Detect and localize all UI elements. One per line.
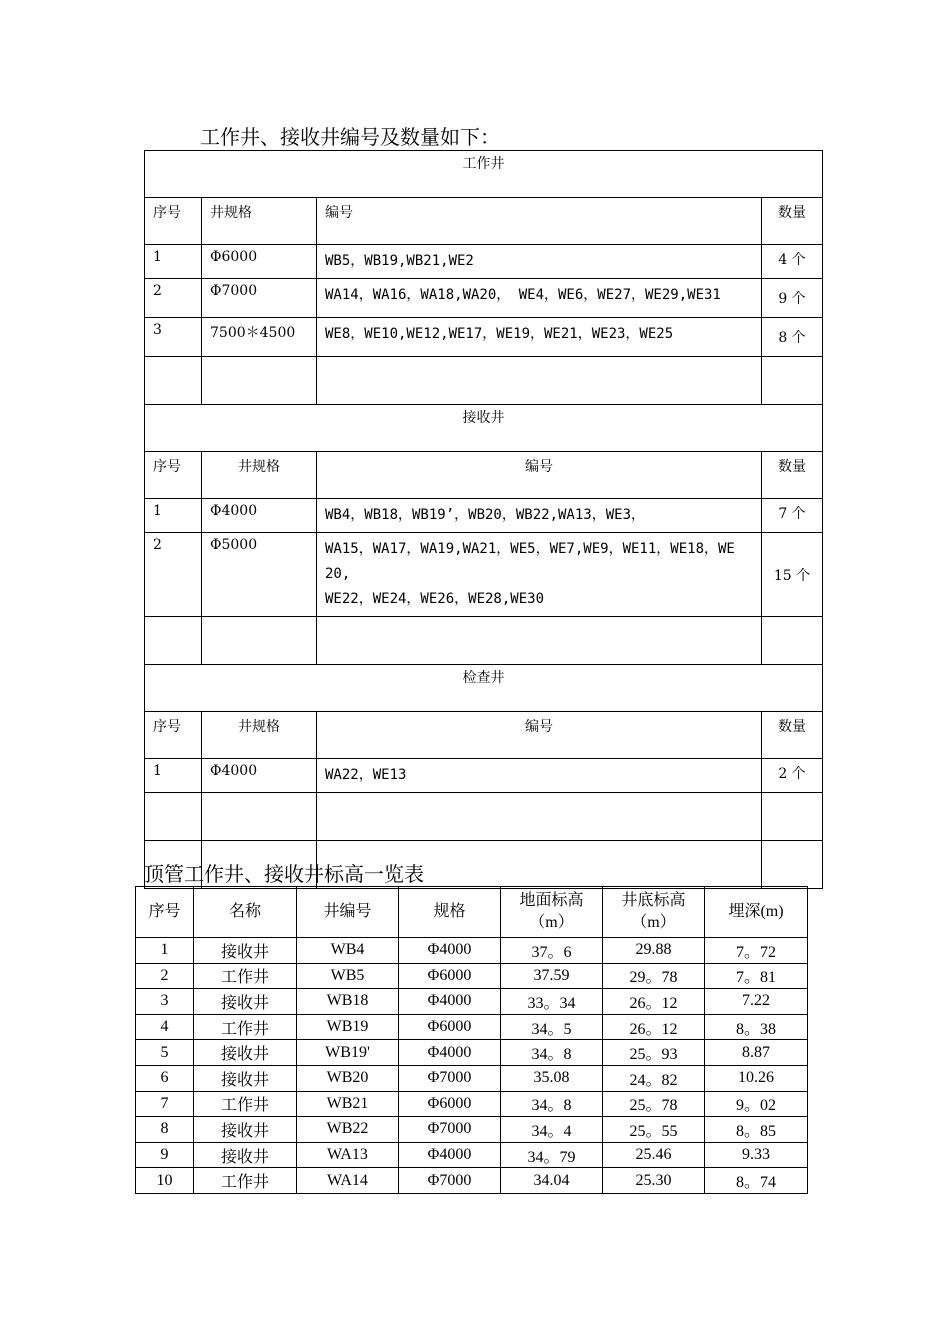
elevation-cell: 2 (136, 963, 194, 989)
elevation-cell: 34。79 (501, 1142, 603, 1168)
table-row (136, 1142, 808, 1168)
elevation-header-row (136, 887, 808, 938)
elevation-cell: 6 (136, 1065, 194, 1091)
empty-cell (762, 617, 823, 665)
header-no: 序号 (145, 198, 202, 245)
row-qty: 15 个 (762, 533, 823, 617)
table-row (136, 1065, 808, 1091)
table-row (145, 499, 823, 533)
header-qty: 数量 (762, 712, 823, 759)
header-row (145, 712, 823, 759)
elevation-cell: 8。74 (705, 1168, 808, 1194)
elevation-header-cell (194, 887, 297, 938)
empty-cell (202, 793, 317, 841)
elevation-header-cell (297, 887, 399, 938)
header-line: （m） (529, 914, 574, 931)
elevation-cell: 8。38 (705, 1014, 808, 1040)
table-row (145, 245, 823, 279)
row-spec: Φ6000 (202, 245, 317, 279)
table-row (136, 1168, 808, 1194)
header-line: 井编号 (323, 903, 372, 920)
code-line: WA15，WA17，WA19,WA21，WE5，WE7,WE9，WE11，WE18，WE (325, 541, 735, 557)
row-qty: 9 个 (762, 279, 823, 318)
elevation-cell: WB19' (297, 1040, 399, 1066)
header-row (145, 452, 823, 499)
well-count-table (144, 150, 823, 889)
elevation-cell: 35.08 (501, 1065, 603, 1091)
table-row (136, 1040, 808, 1066)
empty-cell (762, 357, 823, 405)
header-no: 序号 (145, 452, 202, 499)
row-codes (317, 318, 762, 357)
row-no: 3 (145, 318, 202, 357)
empty-cell (145, 357, 202, 405)
elevation-cell: Φ4000 (399, 938, 501, 964)
header-no: 序号 (145, 712, 202, 759)
row-codes (317, 245, 762, 279)
code-line: WE8，WE10,WE12,WE17，WE19，WE21，WE23，WE25 (325, 326, 674, 342)
elevation-cell: 25。78 (603, 1091, 705, 1117)
header-spec: 井规格 (202, 198, 317, 245)
elevation-header-cell (501, 887, 603, 938)
elevation-cell: WB20 (297, 1065, 399, 1091)
elevation-cell: 25.30 (603, 1168, 705, 1194)
row-spec: Φ5000 (202, 533, 317, 617)
header-line: 埋深(m) (728, 903, 784, 920)
elevation-cell: 9。02 (705, 1091, 808, 1117)
elevation-cell: 37。6 (501, 938, 603, 964)
elevation-cell: Φ4000 (399, 1142, 501, 1168)
header-line: 井底标高 (621, 892, 686, 909)
row-no: 1 (145, 759, 202, 793)
empty-cell (145, 617, 202, 665)
elevation-cell: 3 (136, 989, 194, 1015)
elevation-cell: Φ6000 (399, 963, 501, 989)
elevation-cell: 8.87 (705, 1040, 808, 1066)
elevation-cell: 接收井 (194, 1117, 297, 1143)
elevation-cell: 10 (136, 1168, 194, 1194)
code-line: WA14，WA16，WA18,WA20， WE4，WE6，WE27，WE29,WE31 (325, 287, 721, 303)
empty-row (145, 357, 823, 405)
table-row (145, 759, 823, 793)
elevation-cell: 工作井 (194, 963, 297, 989)
elevation-header-cell (136, 887, 194, 938)
table-row (145, 318, 823, 357)
empty-cell (145, 793, 202, 841)
elevation-cell: Φ7000 (399, 1117, 501, 1143)
elevation-cell: 7.22 (705, 989, 808, 1015)
row-qty: 8 个 (762, 318, 823, 357)
elevation-cell: 工作井 (194, 1168, 297, 1194)
section-title-row (145, 405, 823, 452)
empty-cell (762, 841, 823, 889)
table-row (136, 1091, 808, 1117)
elevation-cell: 25。55 (603, 1117, 705, 1143)
row-codes (317, 279, 762, 318)
elevation-cell: 5 (136, 1040, 194, 1066)
elevation-cell: 接收井 (194, 989, 297, 1015)
row-spec: Φ7000 (202, 279, 317, 318)
elevation-table-title: 顶管工作井、接收井标高一览表 (144, 862, 424, 886)
elevation-header-cell (705, 887, 808, 938)
header-line: （m） (631, 914, 676, 931)
elevation-cell: WB5 (297, 963, 399, 989)
elevation-cell: 29.88 (603, 938, 705, 964)
row-codes (317, 499, 762, 533)
elevation-cell: 7 (136, 1091, 194, 1117)
section-title-row (145, 151, 823, 198)
elevation-cell: WA13 (297, 1142, 399, 1168)
empty-row (145, 793, 823, 841)
intro-text: 工作井、接收井编号及数量如下： (200, 125, 500, 149)
row-qty: 2 个 (762, 759, 823, 793)
elevation-cell: 34。4 (501, 1117, 603, 1143)
elevation-cell: 接收井 (194, 1142, 297, 1168)
elevation-cell: 8。85 (705, 1117, 808, 1143)
header-row (145, 198, 823, 245)
row-spec: Φ4000 (202, 759, 317, 793)
elevation-cell: 8 (136, 1117, 194, 1143)
elevation-cell: 1 (136, 938, 194, 964)
section-title-row (145, 665, 823, 712)
elevation-cell: 33。34 (501, 989, 603, 1015)
code-line: WE22，WE24，WE26，WE28,WE30 (325, 591, 545, 607)
elevation-cell: 34.04 (501, 1168, 603, 1194)
code-line: 20, (325, 566, 351, 582)
header-line: 名称 (228, 903, 261, 920)
row-codes (317, 759, 762, 793)
elevation-cell: WB19 (297, 1014, 399, 1040)
elevation-cell: 37.59 (501, 963, 603, 989)
elevation-cell: 工作井 (194, 1014, 297, 1040)
elevation-cell: 26。12 (603, 1014, 705, 1040)
elevation-cell: 34。5 (501, 1014, 603, 1040)
elevation-cell: WB4 (297, 938, 399, 964)
elevation-cell: 7。72 (705, 938, 808, 964)
header-line: 序号 (148, 903, 181, 920)
elevation-cell: Φ6000 (399, 1014, 501, 1040)
header-line: 规格 (433, 903, 466, 920)
row-spec: 7500＊4500 (202, 318, 317, 357)
elevation-cell: Φ4000 (399, 989, 501, 1015)
elevation-cell: 9 (136, 1142, 194, 1168)
header-code: 编号 (317, 452, 762, 499)
empty-cell (762, 793, 823, 841)
table-row (145, 279, 823, 318)
elevation-cell: 工作井 (194, 1091, 297, 1117)
elevation-cell: 接收井 (194, 1040, 297, 1066)
row-no: 1 (145, 499, 202, 533)
empty-cell (202, 617, 317, 665)
elevation-cell: 25。93 (603, 1040, 705, 1066)
table-row (136, 963, 808, 989)
row-qty: 7 个 (762, 499, 823, 533)
table-row (136, 1014, 808, 1040)
elevation-cell: 24。82 (603, 1065, 705, 1091)
empty-cell (202, 357, 317, 405)
code-line: WB4，WB18，WB19’，WB20，WB22,WA13，WE3， (325, 507, 646, 523)
empty-cell (317, 793, 762, 841)
table-row (136, 989, 808, 1015)
elevation-cell: WB21 (297, 1091, 399, 1117)
elevation-cell: WB22 (297, 1117, 399, 1143)
header-code: 编号 (317, 198, 762, 245)
table-row (145, 533, 823, 617)
row-qty: 4 个 (762, 245, 823, 279)
section-title: 接收井 (145, 405, 823, 452)
elevation-cell: Φ7000 (399, 1065, 501, 1091)
empty-cell (317, 617, 762, 665)
elevation-cell: 10.26 (705, 1065, 808, 1091)
elevation-cell: 4 (136, 1014, 194, 1040)
header-spec: 井规格 (202, 712, 317, 759)
elevation-cell: Φ4000 (399, 1040, 501, 1066)
header-spec: 井规格 (202, 452, 317, 499)
elevation-table (135, 886, 808, 1194)
elevation-cell: 29。78 (603, 963, 705, 989)
elevation-cell: 34。8 (501, 1040, 603, 1066)
header-line: 地面标高 (519, 892, 584, 909)
empty-row (145, 617, 823, 665)
section-title: 检查井 (145, 665, 823, 712)
row-no: 2 (145, 279, 202, 318)
code-line: WA22，WE13 (325, 767, 407, 783)
elevation-cell: 接收井 (194, 1065, 297, 1091)
header-code: 编号 (317, 712, 762, 759)
elevation-header-cell (603, 887, 705, 938)
elevation-cell: 25.46 (603, 1142, 705, 1168)
elevation-cell: 接收井 (194, 938, 297, 964)
code-line: WB5，WB19,WB21,WE2 (325, 253, 474, 269)
empty-cell (317, 357, 762, 405)
elevation-cell: WB18 (297, 989, 399, 1015)
header-qty: 数量 (762, 452, 823, 499)
elevation-cell: 7。81 (705, 963, 808, 989)
row-no: 2 (145, 533, 202, 617)
header-qty: 数量 (762, 198, 823, 245)
section-title: 工作井 (145, 151, 823, 198)
table-row (136, 1117, 808, 1143)
elevation-cell: Φ7000 (399, 1168, 501, 1194)
elevation-cell: 26。12 (603, 989, 705, 1015)
row-codes (317, 533, 762, 617)
table-row (136, 938, 808, 964)
row-spec: Φ4000 (202, 499, 317, 533)
row-no: 1 (145, 245, 202, 279)
elevation-cell: 34。8 (501, 1091, 603, 1117)
elevation-cell: WA14 (297, 1168, 399, 1194)
elevation-cell: Φ6000 (399, 1091, 501, 1117)
elevation-cell: 9.33 (705, 1142, 808, 1168)
elevation-header-cell (399, 887, 501, 938)
